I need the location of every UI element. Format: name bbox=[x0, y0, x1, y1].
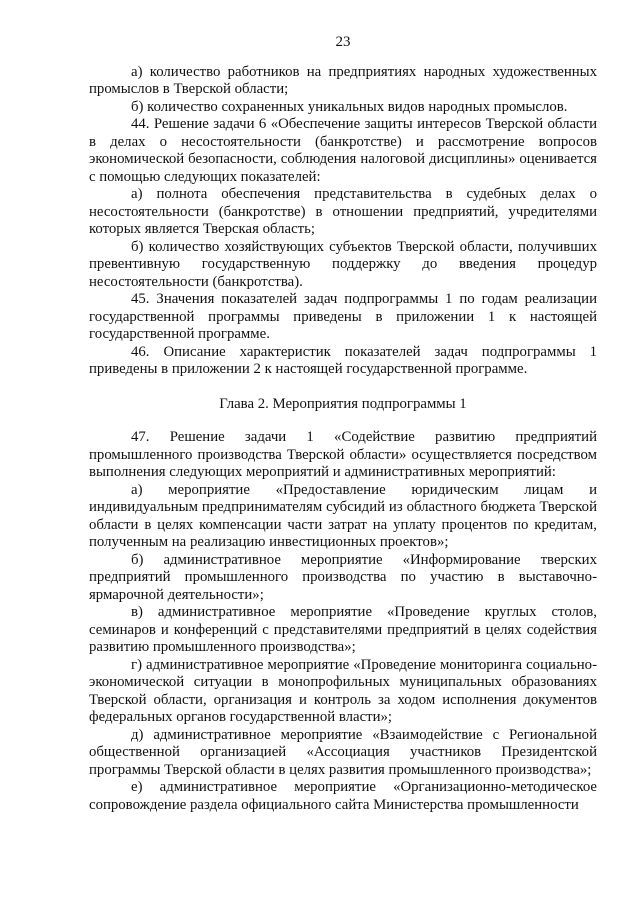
page-number: 23 bbox=[335, 34, 351, 50]
paragraph-45: 45. Значения показателей задач подпрограммы 1 по годам реализации государственной программы приведены в приложении 1 к настоящей государственной программе. bbox=[89, 291, 597, 342]
paragraph-item-a-subsidies: а) мероприятие «Предоставление юридическим лицам и индивидуальным предпринимателям субсидий из областного бюджета Тверской области в целях компенсации части затрат на уплату процентов по кредитам, полученным на реализацию инвестиционных проектов»; bbox=[89, 481, 597, 550]
paragraph-item-b-informing: б) административное мероприятие «Информирование тверских предприятий промышленного производства по участию в выставочно-ярмарочной деятельности»; bbox=[89, 551, 597, 603]
document-page bbox=[89, 34, 597, 814]
paragraph-46: 46. Описание характеристик показателей задач подпрограммы 1 приведены в приложении 2 к настоящей государственной программе. bbox=[89, 343, 597, 377]
paragraph-47: 47. Решение задачи 1 «Содействие развитию предприятий промышленного производства Тверской области» осуществляется посредством выполнения следующих мероприятий и административных мероприятий: bbox=[89, 429, 597, 480]
paragraph-item-v-roundtables: в) административное мероприятие «Проведение круглых столов, семинаров и конференций с представителями предприятий в целях содействия развитию промышленного производства»; bbox=[89, 604, 597, 655]
paragraph-item-b-entities: б) количество хозяйствующих субъектов Тверской области, получивших превентивную государственную поддержку до введения процедур несостоятельности (банкротства). bbox=[89, 238, 597, 290]
paragraph-item-a-workers: а) количество работников на предприятиях народных художественных промыслов в Тверской области; bbox=[89, 63, 597, 97]
paragraph-item-a-representation: а) полнота обеспечения представительства в судебных делах о несостоятельности (банкротстве) в отношении предприятий, учредителями которых является Тверская область; bbox=[89, 186, 597, 237]
paragraph-item-b-crafts: б) количество сохраненных уникальных видов народных промыслов. bbox=[131, 98, 568, 115]
chapter-heading: Глава 2. Мероприятия подпрограммы 1 bbox=[219, 395, 467, 412]
paragraph-44: 44. Решение задачи 6 «Обеспечение защиты интересов Тверской области в делах о несостоятельности (банкротстве) и рассмотрение вопросов экономической безопасности, соблюдения налоговой дисциплины» оценивается с помощью следующих показателей: bbox=[89, 116, 597, 185]
paragraph-item-e-website: е) административное мероприятие «Организационно-методическое сопровождение раздела официального сайта Министерства промышленности bbox=[89, 779, 597, 813]
paragraph-item-d-cooperation: д) административное мероприятие «Взаимодействие с Региональной общественной организацией «Ассоциация участников Президентской программы Тверской области в целях развития промышленного производства»; bbox=[89, 726, 597, 778]
paragraph-item-g-monitoring: г) административное мероприятие «Проведение мониторинга социально-экономической ситуации в монопрофильных муниципальных образованиях Тверской области, организация и контроль за ходом исполнения документов федеральных органов государственной власти»; bbox=[89, 656, 597, 725]
